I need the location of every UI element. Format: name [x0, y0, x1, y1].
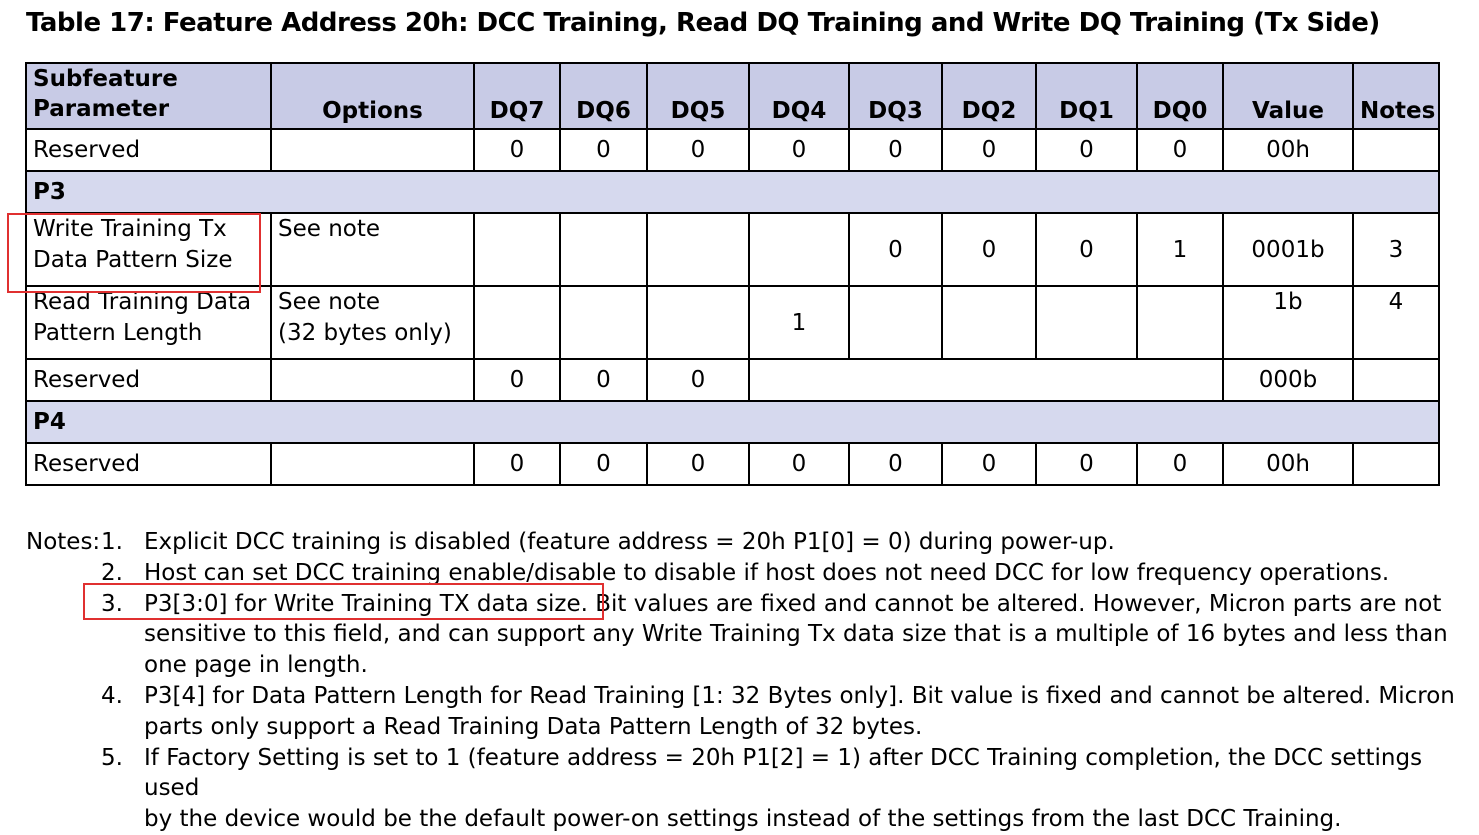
header-value: Value — [1223, 63, 1353, 129]
table-row: Reserved 0 0 0 0 0 0 0 0 00h — [26, 129, 1439, 171]
table-row: Reserved 0 0 0 000b — [26, 359, 1439, 401]
note-3: 3. P3[3:0] for Write Training TX data size. Bit values are fixed and cannot be altered. However, Micron parts are not sensitive to this field, and can support any Write Training Tx data size that is a multiple of 16 bytes and less than one page in length. — [101, 590, 1448, 679]
highlight-box-note-3 — [83, 583, 604, 620]
header-dq2: DQ2 — [942, 63, 1036, 129]
header-options: Options — [271, 63, 474, 129]
write-training-param: Write Training Tx Data Pattern Size — [26, 213, 271, 286]
section-row-p3: P3 — [26, 171, 1439, 213]
header-dq7: DQ7 — [474, 63, 560, 129]
note-4: 4. P3[4] for Data Pattern Length for Read Training [1: 32 Bytes only]. Bit value is fixed and cannot be altered. Micron parts only support a Read Training Data Pattern Length of 32 bytes. — [101, 682, 1455, 740]
header-dq0: DQ0 — [1137, 63, 1223, 129]
header-notes: Notes — [1353, 63, 1439, 129]
header-dq6: DQ6 — [560, 63, 647, 129]
highlight-box-param — [7, 213, 261, 293]
table-row: Reserved 0 0 0 0 0 0 0 0 00h — [26, 443, 1439, 485]
header-dq5: DQ5 — [647, 63, 749, 129]
note-2: 2. Host can set DCC training enable/disable to disable if host does not need DCC for low frequency operations. — [101, 559, 1390, 586]
notes-section — [26, 527, 1466, 835]
table-title: Table 17: Feature Address 20h: DCC Training, Read DQ Training and Write DQ Training (Tx Side) — [26, 8, 1380, 38]
table-row: Write Training Tx Data Pattern Size See note 0 0 0 1 0001b 3 — [26, 213, 1439, 286]
note-1: Notes: 1. Explicit DCC training is disabled (feature address = 20h P1[0] = 0) during power-up. — [26, 529, 1115, 555]
section-row-p4: P4 — [26, 401, 1439, 443]
header-dq3: DQ3 — [849, 63, 942, 129]
table-row: Read Training Data Pattern Length See note (32 bytes only) 1 1b 4 — [26, 286, 1439, 359]
header-dq4: DQ4 — [749, 63, 849, 129]
header-param: Subfeature Parameter — [26, 63, 271, 129]
header-row — [26, 63, 1439, 129]
note-5: 5. If Factory Setting is set to 1 (feature address = 20h P1[2] = 1) after DCC Training completion, the DCC settings used by the device would be the default power-on settings instead of the settings from the last DCC Training. — [101, 744, 1423, 833]
header-dq1: DQ1 — [1036, 63, 1137, 129]
